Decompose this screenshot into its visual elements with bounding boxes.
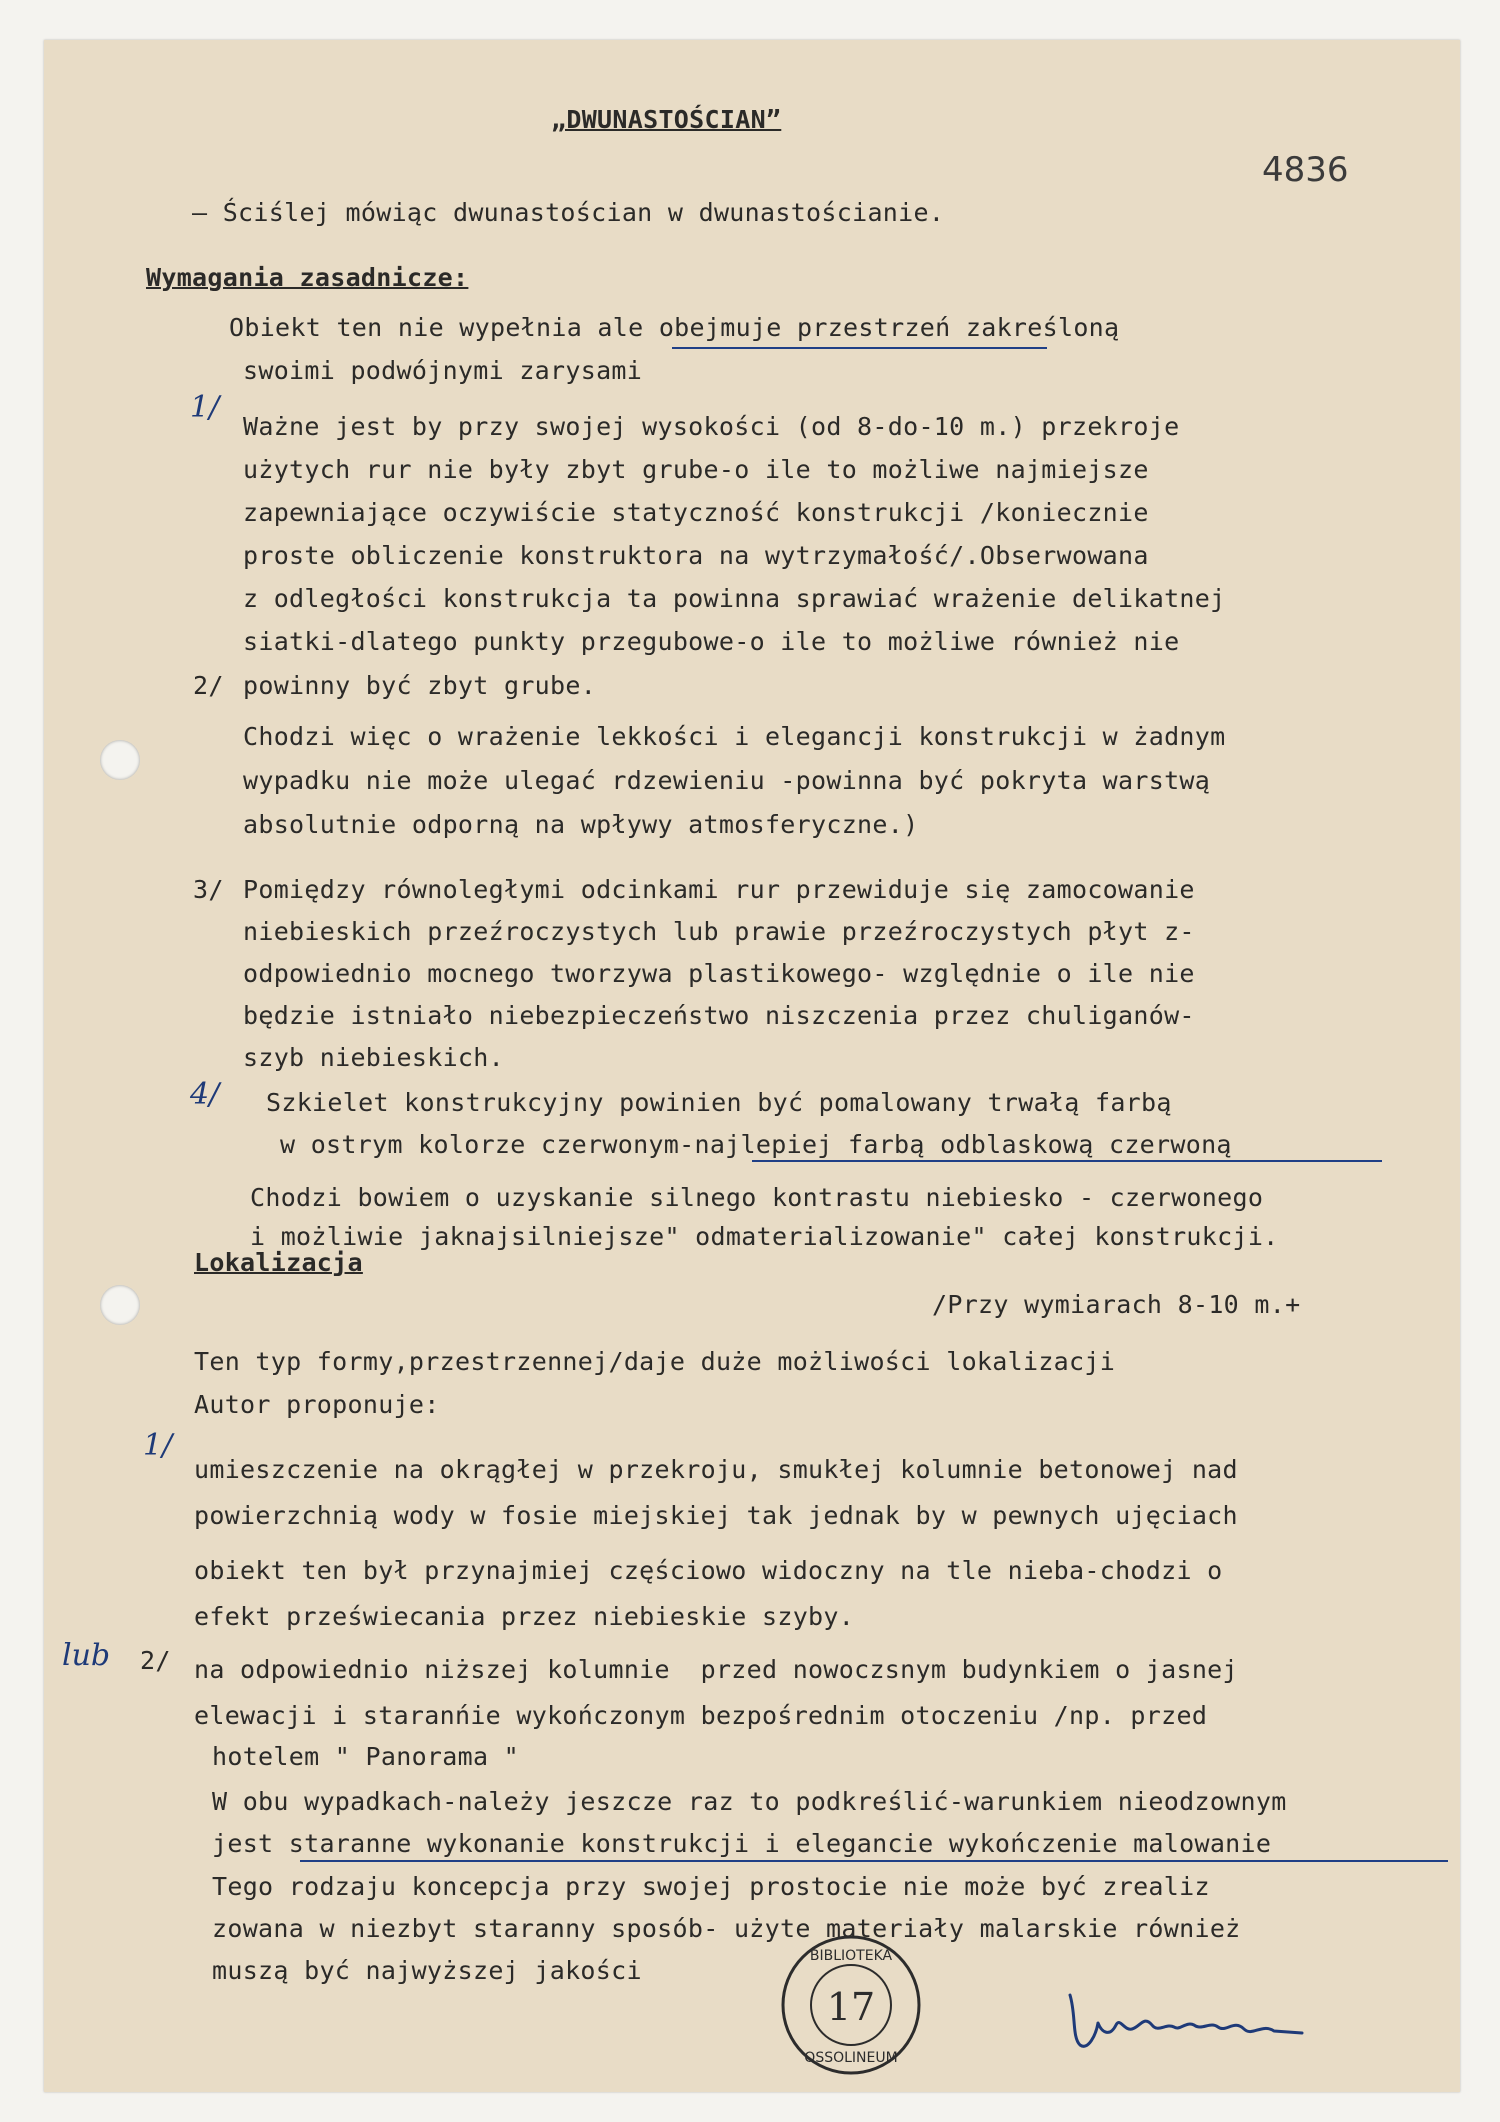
item-line: Szkielet konstrukcyjny powinien być pomalowany trwałą farbą [266, 1088, 1172, 1117]
signature-graphic [1062, 1985, 1322, 2055]
punch-hole [100, 740, 140, 780]
option-line: elewacji i staranńie wykończonym bezpośrednim otoczeniu /np. przed [194, 1701, 1208, 1730]
closing-line: jest staranne wykonanie konstrukcji i elegancie wykończenie malowanie [212, 1829, 1272, 1858]
stamp-text: OSSOLINEUM [804, 2050, 898, 2066]
item-line: odpowiednio mocnego tworzywa plastikowego- względnie o ile nie [243, 959, 1195, 988]
item-line: użytych rur nie były zbyt grube-o ile to możliwe najmiejsze [243, 455, 1149, 484]
item-line: absolutnie odporną na wpływy atmosferyczne.) [243, 810, 919, 839]
closing-line: zowana w niezbyt staranny sposób- użyte materiały malarskie również [212, 1914, 1241, 1943]
item-line: siatki-dlatego punkty przegubowe-o ile to możliwe również nie [243, 627, 1180, 656]
item-number: 4/ [190, 1077, 220, 1112]
requirements-intro-line: Obiekt ten nie wypełnia ale obejmuje przestrzeń zakreśloną [229, 313, 1120, 342]
document-subtitle: — Ściślej mówiąc dwunastościan w dwunastościanie. [192, 198, 945, 227]
location-intro-line: Autor proponuje: [194, 1390, 440, 1419]
handwritten-underline [300, 1860, 1448, 1862]
handwritten-underline [752, 1160, 1382, 1162]
item-number: 2/ [193, 671, 224, 700]
document-title: „DWUNASTOŚCIAN” [551, 105, 782, 134]
item-number: 3/ [193, 875, 224, 904]
stamp-mark: 17 [826, 1985, 876, 2029]
option-line: hotelem " Panorama " [212, 1742, 520, 1771]
item-line: Pomiędzy równoległymi odcinkami rur przewiduje się zamocowanie [243, 875, 1195, 904]
option-line: na odpowiednio niższej kolumnie przed nowoczsnym budynkiem o jasnej [194, 1655, 1238, 1684]
option-prefix: lub [62, 1638, 111, 1673]
item-line: będzie istniało niebezpieczeństwo niszczenia przez chuliganów- [243, 1001, 1195, 1030]
dimension-note: /Przy wymiarach 8-10 m.+ [932, 1290, 1301, 1319]
stamp-text: BIBLIOTEKA [809, 1948, 893, 1964]
signature [1062, 1985, 1322, 2055]
item-line: w ostrym kolorze czerwonym-najlepiej farbą odblaskową czerwoną [280, 1130, 1232, 1159]
item-line: z odległości konstrukcja ta powinna sprawiać wrażenie delikatnej [243, 584, 1226, 613]
item-line: Chodzi bowiem o uzyskanie silnego kontrastu niebiesko - czerwonego [250, 1183, 1264, 1212]
closing-line: W obu wypadkach-należy jeszcze raz to podkreślić-warunkiem nieodzownym [212, 1787, 1287, 1816]
item-line: Ważne jest by przy swojej wysokości (od 8-do-10 m.) przekroje [243, 412, 1180, 441]
library-stamp [776, 1930, 926, 2080]
catalog-number: 4836 [1262, 150, 1349, 190]
handwritten-underline [672, 347, 1047, 349]
item-line: zapewniające oczywiście statyczność konstrukcji /koniecznie [243, 498, 1149, 527]
option-line: obiekt ten był przynajmiej częściowo widoczny na tle nieba-chodzi o [194, 1556, 1223, 1585]
punch-hole [100, 1285, 140, 1325]
closing-line: muszą być najwyższej jakości [212, 1956, 642, 1985]
item-number: 1/ [190, 390, 220, 425]
item-line: proste obliczenie konstruktora na wytrzymałość/.Obserwowana [243, 541, 1149, 570]
option-number: 2/ [140, 1646, 171, 1675]
location-heading: Lokalizacja [194, 1248, 363, 1277]
item-line: i możliwie jaknajsilniejsze" odmaterializowanie" całej konstrukcji. [250, 1222, 1279, 1251]
location-intro-line: Ten typ formy,przestrzennej/daje duże możliwości lokalizacji [194, 1347, 1116, 1376]
item-line: niebieskich przeźroczystych lub prawie przeźroczystych płyt z- [243, 917, 1195, 946]
option-line: umieszczenie na okrągłej w przekroju, smukłej kolumnie betonowej nad [194, 1455, 1238, 1484]
requirements-heading: Wymagania zasadnicze: [146, 263, 469, 292]
option-number: 1/ [143, 1428, 173, 1463]
stamp-graphic [776, 1930, 926, 2080]
closing-line: Tego rodzaju koncepcja przy swojej prostocie nie może być zrealiz [212, 1872, 1210, 1901]
item-line: wypadku nie może ulegać rdzewieniu -powinna być pokryta warstwą [243, 766, 1211, 795]
option-line: efekt przeświecania przez niebieskie szyby. [194, 1602, 855, 1631]
option-line: powierzchnią wody w fosie miejskiej tak jednak by w pewnych ujęciach [194, 1501, 1238, 1530]
item-line: szyb niebieskich. [243, 1043, 504, 1072]
requirements-intro-line: swoimi podwójnymi zarysami [243, 356, 643, 385]
item-line: Chodzi więc o wrażenie lekkości i elegancji konstrukcji w żadnym [243, 722, 1226, 751]
item-line: powinny być zbyt grube. [243, 671, 597, 700]
